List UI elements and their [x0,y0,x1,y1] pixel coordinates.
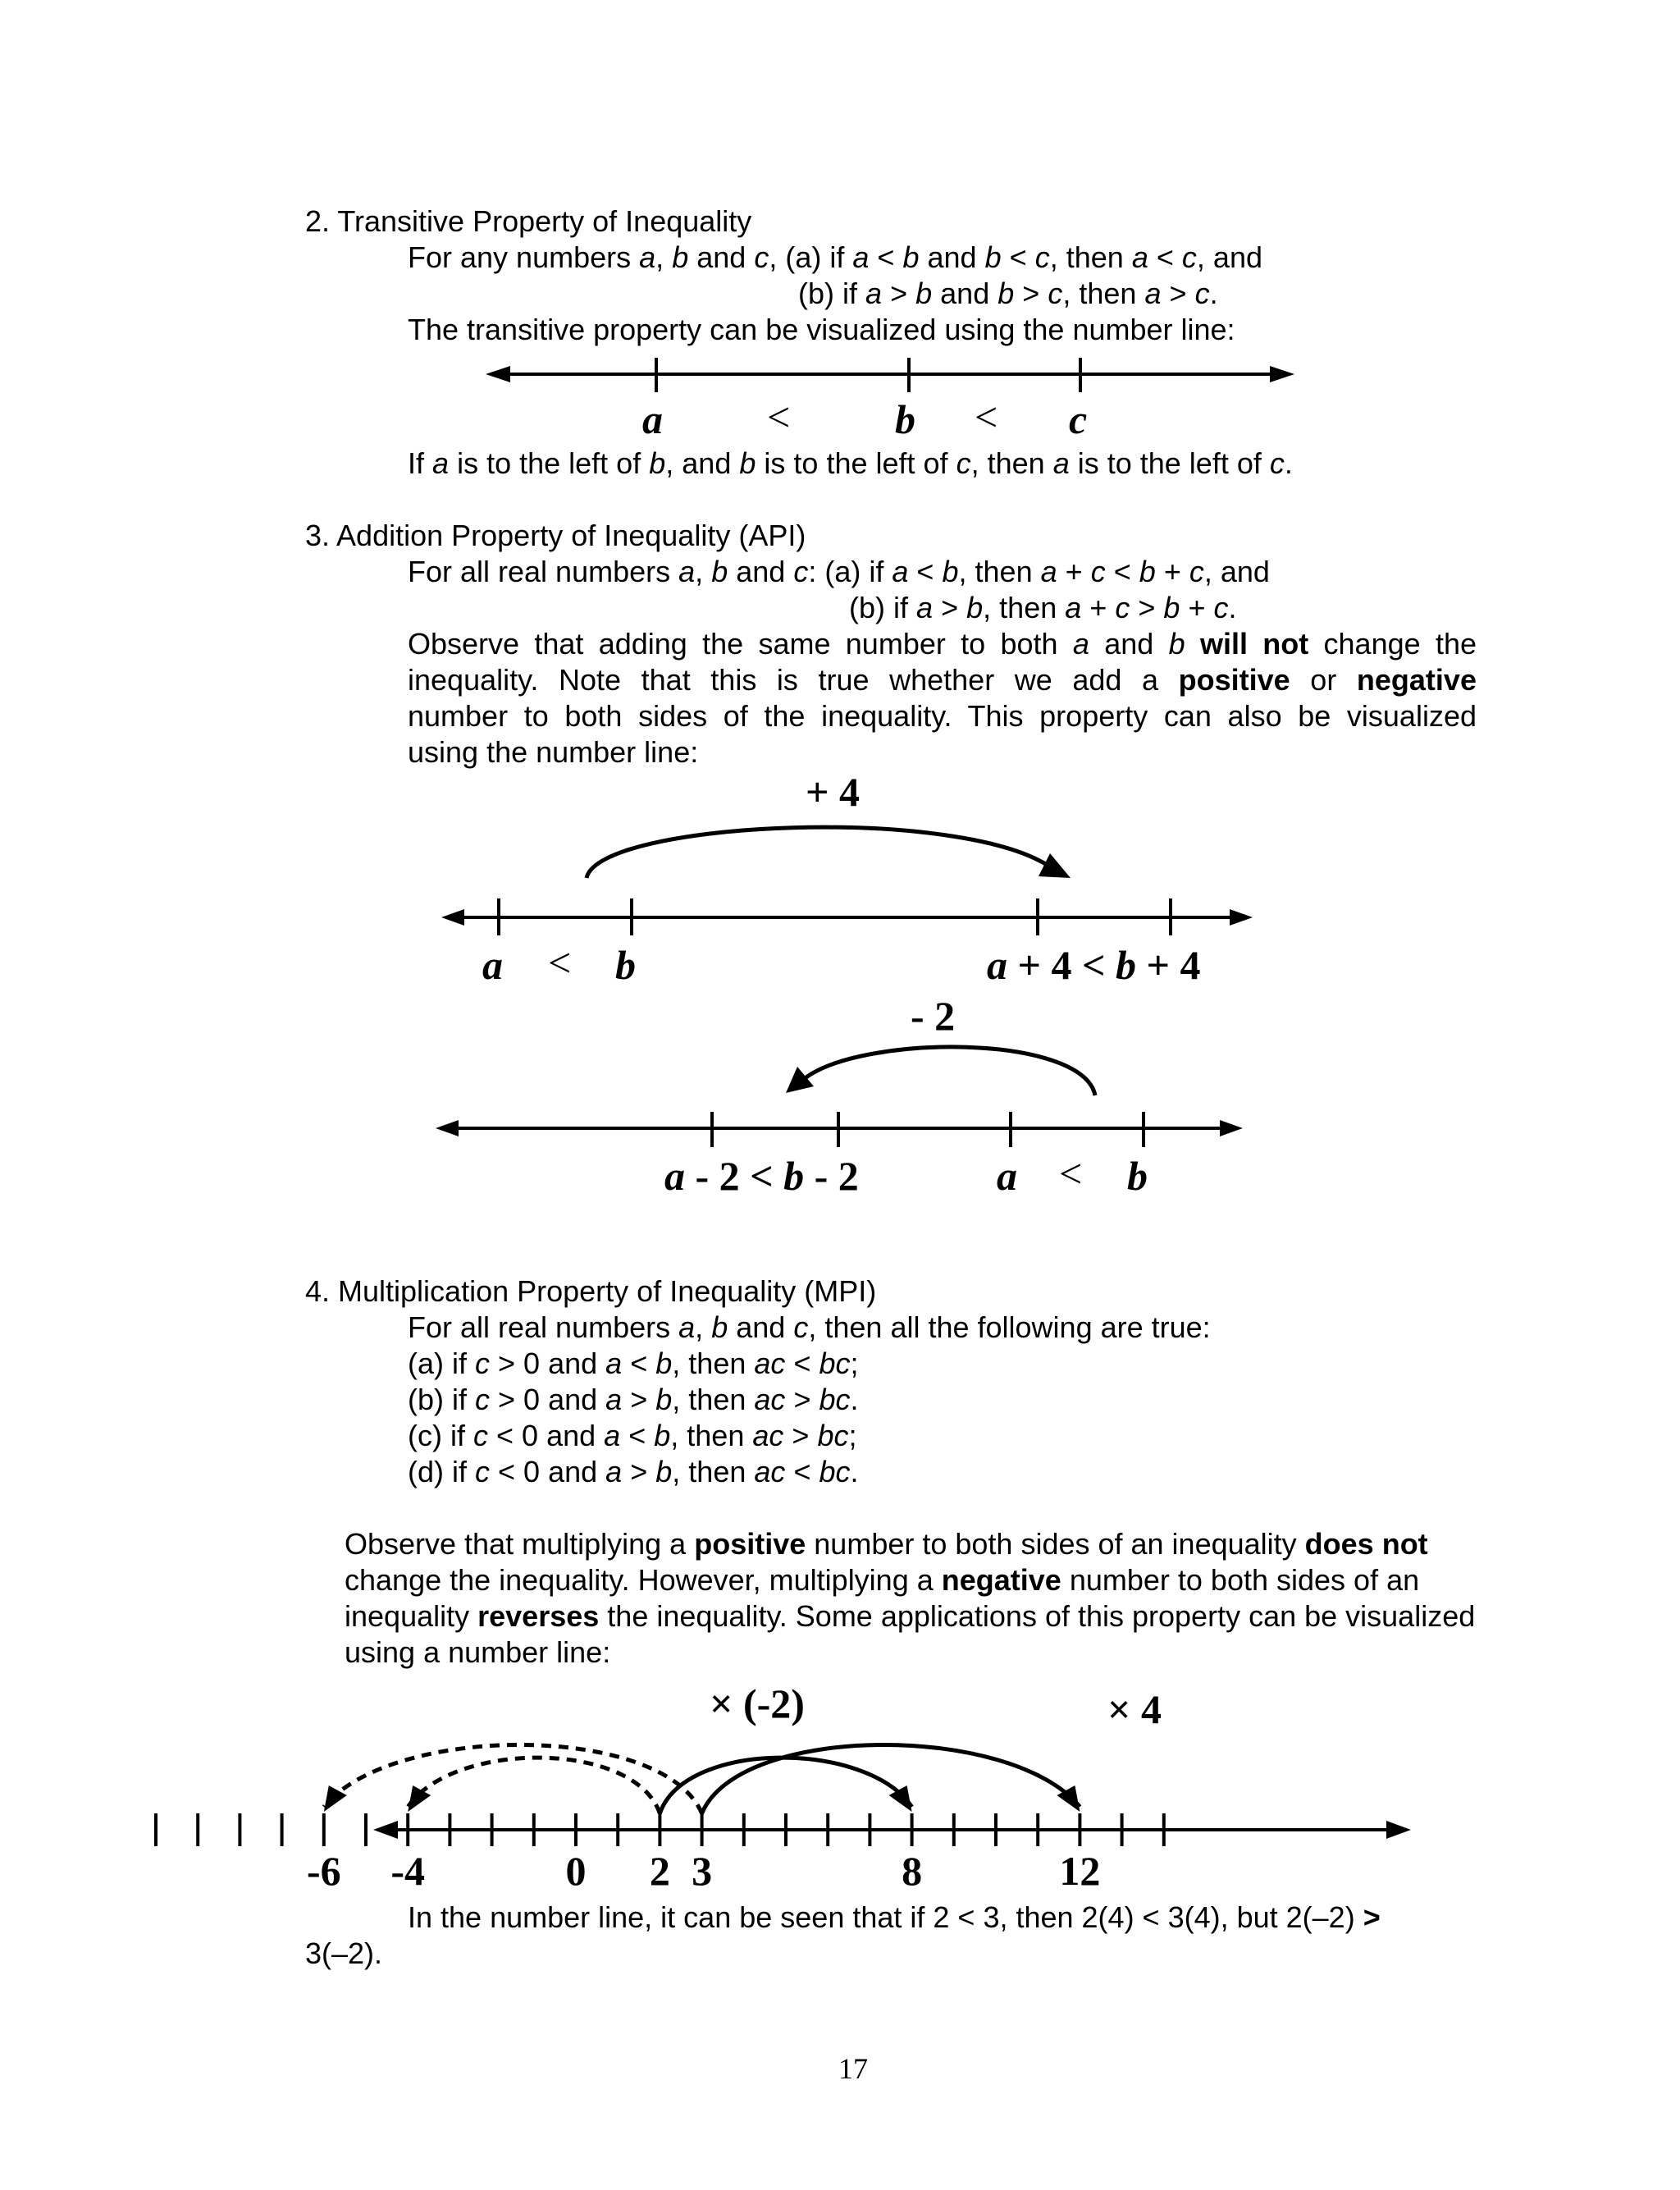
label-c: c [1069,396,1088,442]
transitive-statement-b: (b) if a > b and b > c, then a > c. [798,277,1218,310]
addition-observation-line-4: using the number line: [408,735,699,769]
label-a: a [997,1153,1017,1199]
tick-label: -4 [390,1848,426,1894]
label-a: a [482,942,503,988]
tick-label: -6 [306,1848,341,1894]
addition-observation-line-3: number to both sides of the inequality. This property can also be visualized [408,699,1477,733]
addition-observation-line-2: inequality. Note that this is true whether we add a positive or negative [408,663,1477,697]
right-arrowhead [1220,1120,1243,1136]
transitive-visual-intro: The transitive property can be visualized using the number line: [408,313,1235,346]
times-four-operation: × 4 [1107,1686,1162,1732]
left-arrowhead [436,1120,459,1136]
right-arrowhead [1386,1821,1411,1839]
page-number: 17 [838,2052,868,2085]
plus-four-operation: + 4 [806,769,860,815]
addition-statement-b: (b) if a > b, then a + c > b + c. [849,591,1237,624]
transitive-statement-a: For any numbers a, b and c, (a) if a < b and b < c, then a < c, and [408,240,1262,274]
tick-label: 8 [902,1848,923,1894]
minus-two-operation: - 2 [911,993,956,1039]
tick-label: 2 [649,1848,670,1894]
arc-times-four [702,1744,1080,1813]
label-lt: < [548,940,572,985]
left-arrowhead [373,1821,398,1839]
heading-transitive: 2. Transitive Property of Inequality [305,204,752,238]
multiplication-caption-line-1: In the number line, it can be seen that if 2 < 3, then 2(4) < 3(4), but 2(–2) > [408,1900,1381,1934]
addition-number-line-minus [0,1034,1680,1157]
multiplication-intro: For all real numbers a, b and c, then all the following are true: [408,1310,1211,1344]
heading-addition: 3. Addition Property of Inequality (API) [305,519,806,552]
transitive-caption: If a is to the left of b, and b is to the left of c, then a is to the left of c. [408,446,1293,480]
label-lt-2: < [975,394,998,440]
arc-arrowhead [1039,853,1071,878]
mpi-item-d: (d) if c < 0 and a > b, then ac < bc. [408,1455,859,1488]
mpi-item-c: (c) if c < 0 and a < b, then ac > bc; [408,1419,857,1452]
label-b: b [895,396,915,442]
label-a-minus-2-lt-b-minus-2: a - 2 < b - 2 [664,1153,859,1199]
arc-times-neg-two [408,1758,660,1813]
label-lt-1: < [767,394,791,440]
arc-minus-two [804,1047,1095,1095]
addition-statement-a: For all real numbers a, b and c: (a) if a < b, then a + c < b + c, and [408,555,1270,588]
mpi-item-b: (b) if c > 0 and a > b, then ac > bc. [408,1383,859,1416]
addition-number-line-plus [0,812,1680,944]
label-a-plus-4-lt-b-plus-4: a + 4 < b + 4 [987,942,1201,988]
label-b: b [1127,1153,1148,1199]
arc-times-neg-two [324,1744,702,1813]
tick-label: 3 [692,1848,713,1894]
multiplication-observation: Observe that multiplying a positive number to both sides of an inequality does not change the inequality. However, multiplying a negative number to both sides of an inequality reverses the inequality. Some applications of this property can be visualized using a number line: [345,1527,1476,1669]
tick-label: 12 [1059,1848,1101,1894]
multiplication-number-line [0,1723,1680,1887]
right-arrowhead [1270,366,1294,382]
arc-arrowhead [786,1067,814,1093]
multiplication-caption-line-2: 3(–2). [305,1936,383,1970]
left-arrowhead [441,909,464,926]
label-lt: < [1059,1150,1083,1196]
label-a: a [642,396,663,442]
tick-label: 0 [565,1848,587,1894]
label-b: b [615,942,636,988]
mpi-item-a: (a) if c > 0 and a < b, then ac < bc; [408,1346,859,1380]
addition-observation-line-1: Observe that adding the same number to both a and b will not change the [408,627,1477,661]
heading-multiplication: 4. Multiplication Property of Inequality (MPI) [305,1274,877,1308]
times-neg-two-operation: × (-2) [710,1680,805,1726]
arc-plus-four [587,827,1054,878]
left-arrowhead [486,366,510,382]
transitive-number-line [0,345,1680,410]
right-arrowhead [1230,909,1253,926]
